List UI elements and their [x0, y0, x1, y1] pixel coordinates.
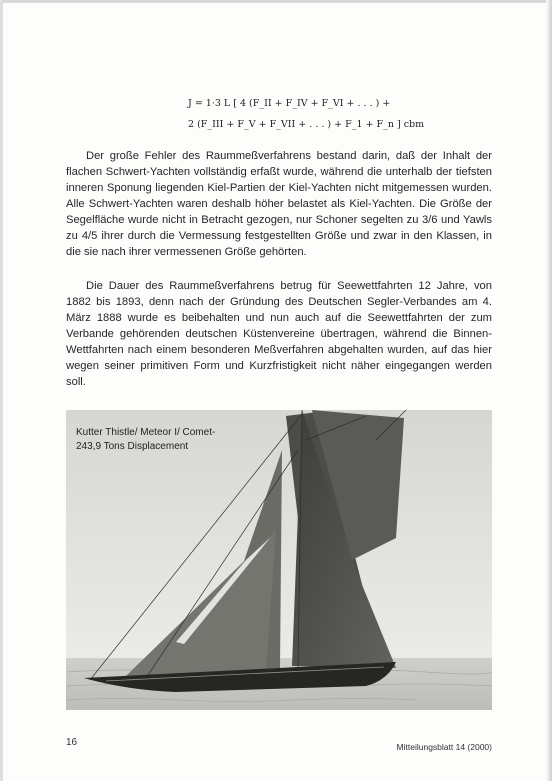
formula-line: 2 (F_III + F_V + F_VII + . . . ) + F_1 + F_n ] cbm — [188, 119, 425, 130]
sailing-yacht-illustration — [66, 410, 492, 710]
sailing-yacht-photo — [66, 410, 492, 710]
footer-journal-reference: Mitteilungsblatt 14 (2000) — [396, 742, 492, 752]
page-number: 16 — [66, 737, 78, 748]
formula-line: J = 1·3 L [ 4 (F_II + F_IV + F_VI + . . . ) + — [188, 98, 391, 109]
photo-caption: Kutter Thistle/ Meteor I/ Comet- 243,9 Tons Displacement — [76, 427, 216, 452]
page-edge-left — [0, 0, 3, 781]
page-edge-top — [0, 0, 552, 3]
page-edge-shadow — [546, 0, 552, 781]
body-paragraph: Der große Fehler des Raummeßverfahrens bestand darin, daß der Inhalt der flachen Schwert-Yachten vollständig erfaßt wurde, während die unterhalb der tiefsten inneren Sponung liegenden Kiel-Partien der Kiel-Yachten nicht mitgemessen wurden. Alle Schwert-Yachten waren deshalb höher belastet als Kiel-Yachten. Die Größe der Segelfläche wurde nicht in Betracht gezogen, nur Schoner segelten zu 3/6 und Yawls zu 4/5 ihrer durch die Vermessung festgestellten Größe und zwar in den Klassen, in die sie nach ihrer vermessenen Größe gehörten. — [66, 150, 492, 258]
body-paragraph: Die Dauer des Raummeßverfahrens betrug für Seewettfahrten 12 Jahre, von 1882 bis 1893, denn nach der Gründung des Deutschen Segler-Verbandes am 4. März 1888 wurde es beibehalten und nun auch auf die Seewettfahrten der zum Verbande gehörenden deutschen Küstenvereine übertragen, während die Binnen-Wettfahrten nach einem besonderen Meßverfahren abgehalten wurden, auf das hier wegen seiner primitiven Form und Kurzfristigkeit nicht näher eingegangen werden soll. — [66, 280, 492, 388]
